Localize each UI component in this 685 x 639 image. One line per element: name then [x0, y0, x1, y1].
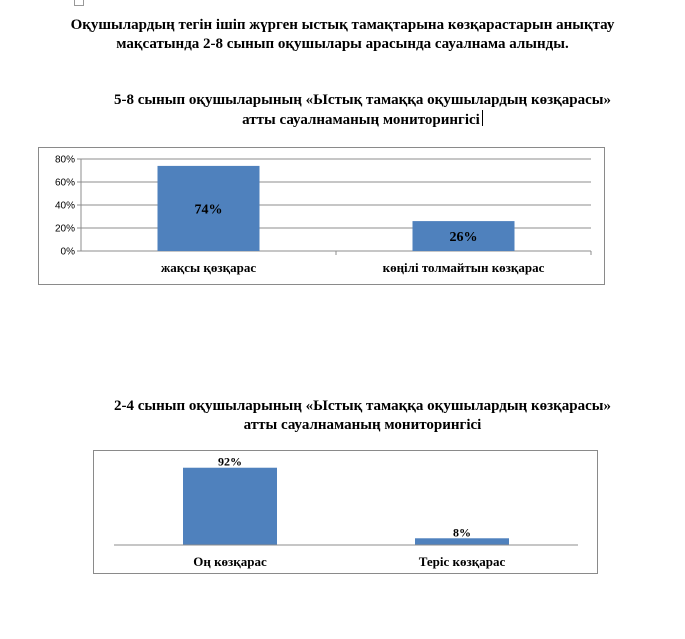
- chart2-title-line: 2-4 сынып оқушыларының «Ыстық тамаққа оқушылардың көзқарасы»: [114, 398, 611, 414]
- category-label: Оң көзқарас: [193, 554, 267, 569]
- chart1-frame: [38, 147, 605, 285]
- chart2-frame: [93, 450, 598, 574]
- bar: [415, 538, 509, 545]
- chart1-title-line: атты сауалнаманың мониторингісі: [20, 110, 685, 130]
- y-tick-label: 40%: [54, 200, 75, 212]
- chart1-title-line: 5-8 сынып оқушыларының «Ыстық тамаққа оқушылардың көзқарасы»: [114, 92, 611, 108]
- data-label: 26%: [449, 230, 478, 246]
- heading-line: мақсатында 2-8 сынып оқушылары арасында сауалнама алынды.: [116, 36, 569, 52]
- category-label: жақсы қөзқарас: [160, 260, 257, 275]
- chart1-svg: [39, 148, 604, 284]
- data-label: 92%: [218, 454, 242, 469]
- y-tick-label: 0%: [60, 246, 75, 258]
- chart1-title: [20, 91, 685, 130]
- document-heading: [0, 16, 685, 54]
- y-tick-label: 20%: [54, 223, 75, 235]
- data-label: 8%: [453, 525, 471, 540]
- chart2-svg: [94, 451, 597, 573]
- data-label: 74%: [194, 202, 223, 218]
- category-label: Теріс көзқарас: [418, 554, 506, 569]
- bar: [183, 468, 277, 545]
- x-origin: [77, 251, 81, 255]
- chart2-title-line: атты сауалнаманың мониторингісі: [243, 417, 482, 433]
- y-tick-label: 60%: [54, 177, 75, 189]
- chart2-title: [20, 397, 685, 435]
- heading-line: Оқушылардың тегін ішіп жүрген ыстық тамақтарына көзқарастарын анықтау: [70, 17, 615, 33]
- y-tick-label: 80%: [54, 154, 75, 166]
- category-label: көңілі толмайтын көзқарас: [382, 260, 545, 275]
- text-cursor: [482, 110, 483, 126]
- corner-marker: [74, 0, 84, 6]
